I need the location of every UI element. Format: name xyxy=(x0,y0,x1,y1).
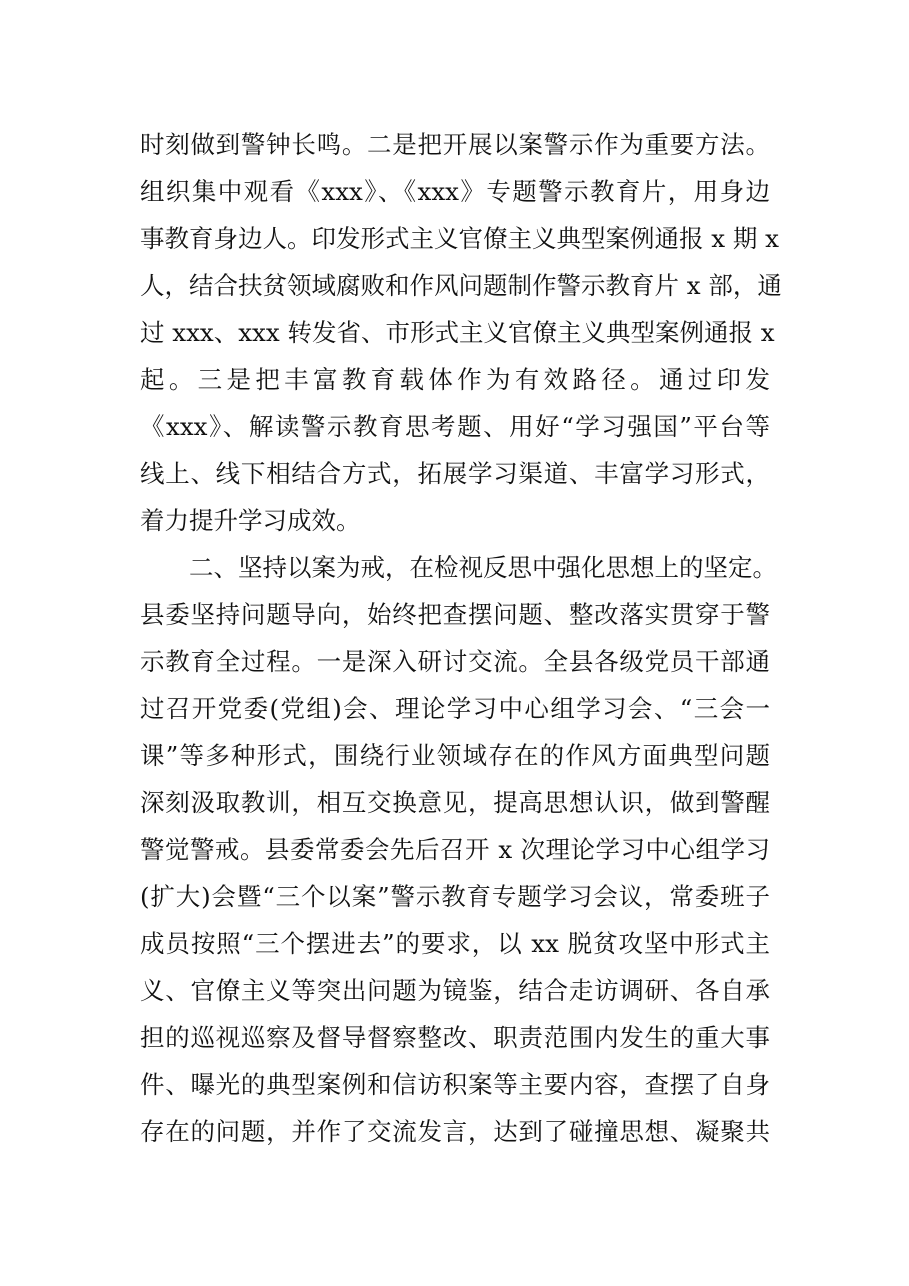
text-line-15: 深刻汲取教训，相互交换意见，提高思想认识，做到警醒 xyxy=(140,788,770,817)
text-line-14: 课”等多种形式，围绕行业领域存在的作风方面典型问题 xyxy=(140,741,770,770)
text-line-9: 着力提升学习成效。 xyxy=(140,506,361,535)
text-line-20: 担的巡视巡察及督导督察整改、职责范围内发生的重大事 xyxy=(140,1023,770,1052)
section-heading-2: 二、坚持以案为戒，在检视反思中强化思想上的坚定。 xyxy=(189,553,777,582)
text-line-19: 义、官僚主义等突出问题为镜鉴，结合走访调研、各自承 xyxy=(140,976,770,1005)
text-line-7: 《xxx》、解读警示教育思考题、用好“学习强国”平台等 xyxy=(140,412,770,441)
text-line-6: 起。三是把丰富教育载体作为有效路径。通过印发 xyxy=(140,365,770,394)
text-line-2: 组织集中观看《xxx》、《xxx》专题警示教育片，用身边 xyxy=(140,177,770,206)
text-line-4: 人，结合扶贫领域腐败和作风问题制作警示教育片 x 部，通 xyxy=(140,271,782,300)
text-line-12: 示教育全过程。一是深入研讨交流。全县各级党员干部通 xyxy=(140,647,770,676)
text-line-1: 时刻做到警钟长鸣。二是把开展以案警示作为重要方法。 xyxy=(140,130,770,159)
text-line-22: 存在的问题，并作了交流发言，达到了碰撞思想、凝聚共 xyxy=(140,1117,770,1146)
text-line-16: 警觉警戒。县委常委会先后召开 x 次理论学习中心组学习 xyxy=(140,835,770,864)
text-line-11: 县委坚持问题导向，始终把查摆问题、整改落实贯穿于警 xyxy=(140,600,770,629)
text-line-17: (扩大)会暨“三个以案”警示教育专题学习会议，常委班子 xyxy=(140,882,770,911)
text-line-18: 成员按照“三个摆进去”的要求，以 xx 脱贫攻坚中形式主 xyxy=(140,929,770,958)
text-line-8: 线上、线下相结合方式，拓展学习渠道、丰富学习形式， xyxy=(140,459,770,488)
text-line-21: 件、曝光的典型案例和信访积案等主要内容，查摆了自身 xyxy=(140,1070,770,1099)
text-line-13: 过召开党委(党组)会、理论学习中心组学习会、“三会一 xyxy=(140,694,770,723)
text-line-5: 过 xxx、xxx 转发省、市形式主义官僚主义典型案例通报 x xyxy=(140,318,775,347)
text-line-3: 事教育身边人。印发形式主义官僚主义典型案例通报 x 期 x xyxy=(140,224,779,253)
